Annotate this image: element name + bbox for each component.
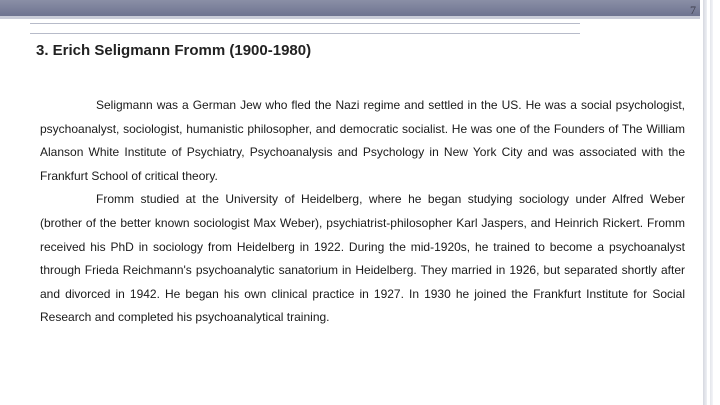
slide-number: 7 <box>690 3 696 17</box>
slide-title: 3. Erich Seligmann Fromm (1900-1980) <box>36 42 312 59</box>
right-edge-bar <box>703 0 707 405</box>
right-edge-bar-secondary <box>710 0 713 405</box>
header-band <box>0 0 700 16</box>
slide-body <box>40 94 685 330</box>
header-rule-upper <box>30 23 580 24</box>
body-paragraph: Seligmann was a German Jew who fled the Nazi regime and settled in the US. He was a social psychologist, psychoanalyst, sociologist, humanistic philosopher, and democratic socialist. He was one of the Founders of The William Alanson White Institute of Psychiatry, Psychoanalysis and Psychology in New York City and was associated with the Frankfurt School of critical theory. <box>40 98 685 183</box>
header-band-accent <box>0 16 700 19</box>
body-paragraph: Fromm studied at the University of Heidelberg, where he began studying sociology under Alfred Weber (brother of the better known sociologist Max Weber), psychiatrist-philosopher Karl Jaspers, and Heinrich Rickert. Fromm received his PhD in sociology from Heidelberg in 1922. During the mid-1920s, he trained to become a psychoanalyst through Frieda Reichmann's psychoanalytic sanatorium in Heidelberg. They married in 1926, but separated shortly after and divorced in 1942. He began his own clinical practice in 1927. In 1930 he joined the Frankfurt Institute for Social Research and completed his psychoanalytical training. <box>40 192 685 325</box>
header-rule-lower <box>30 33 580 34</box>
